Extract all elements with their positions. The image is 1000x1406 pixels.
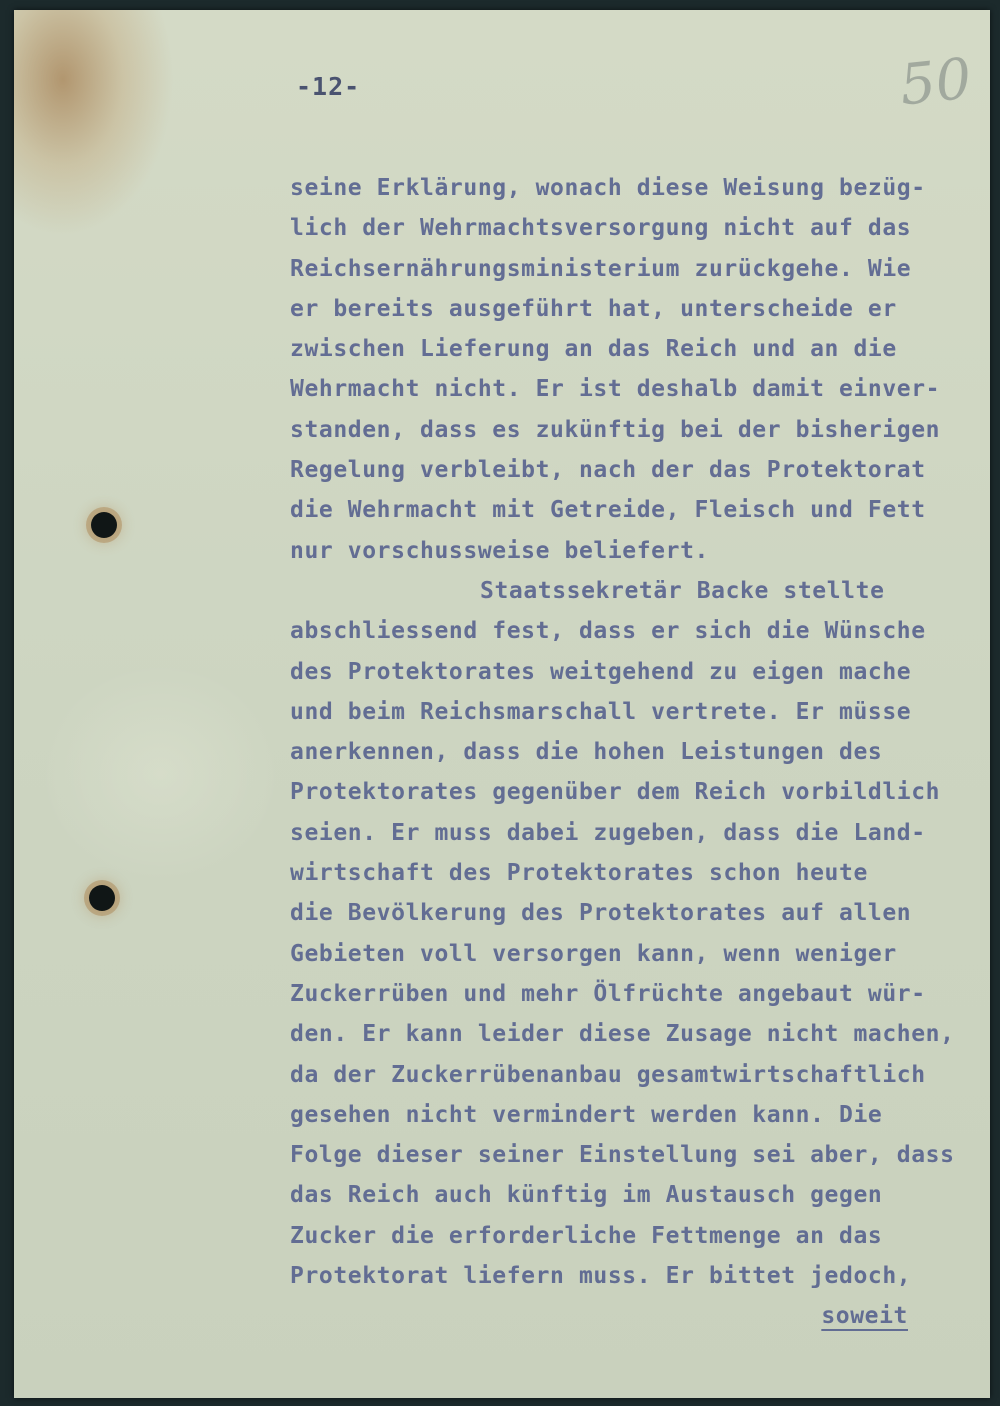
text-line: Zuckerrüben und mehr Ölfrüchte angebaut wür-: [290, 980, 926, 1007]
text-line: Regelung verbleibt, nach der das Protektorat: [290, 457, 926, 484]
text-line: Protektorates gegenüber dem Reich vorbildlich: [290, 779, 941, 806]
body-text: [290, 168, 970, 1337]
text-line: anerkennen, dass die hohen Leistungen des: [290, 739, 883, 766]
text-line-paragraph-start: Staatssekretär Backe stellte: [480, 577, 885, 604]
text-line: und beim Reichsmarschall vertrete. Er müsse: [290, 698, 912, 725]
text-line: Reichsernährungsministerium zurückgehe. Wie: [290, 255, 912, 282]
archive-number: 50: [896, 46, 975, 119]
text-line: Protektorat liefern muss. Er bittet jedoch,: [290, 1263, 912, 1290]
page-number: -12-: [296, 72, 361, 101]
text-line: abschliessend fest, dass er sich die Wünsche: [290, 618, 926, 645]
text-line: Gebieten voll versorgen kann, wenn weniger: [290, 940, 897, 967]
text-line: Zucker die erforderliche Fettmenge an das: [290, 1222, 883, 1249]
text-line: er bereits ausgeführt hat, unterscheide er: [290, 295, 897, 322]
text-line: die Bevölkerung des Protektorates auf allen: [290, 900, 912, 927]
text-line: zwischen Lieferung an das Reich und an die: [290, 336, 897, 363]
text-line: des Protektorates weitgehend zu eigen mache: [290, 658, 912, 685]
text-line: standen, dass es zukünftig bei der bisherigen: [290, 416, 941, 443]
text-line: wirtschaft des Protektorates schon heute: [290, 860, 868, 887]
text-line: seien. Er muss dabei zugeben, dass die Land-: [290, 819, 926, 846]
text-line: seine Erklärung, wonach diese Weisung bezüg-: [290, 175, 926, 201]
text-line: nur vorschussweise beliefert.: [290, 537, 709, 564]
text-line: gesehen nicht vermindert werden kann. Die: [290, 1101, 883, 1128]
text-line: da der Zuckerrübenanbau gesamtwirtschaftlich: [290, 1061, 926, 1088]
text-line: die Wehrmacht mit Getreide, Fleisch und Fett: [290, 497, 926, 524]
punch-hole: [91, 512, 117, 538]
text-line: Folge dieser seiner Einstellung sei aber, dass: [290, 1142, 955, 1169]
punch-hole: [89, 885, 115, 911]
catchword: soweit: [821, 1303, 908, 1330]
text-line: das Reich auch künftig im Austausch gegen: [290, 1182, 883, 1209]
text-line: lich der Wehrmachtsversorgung nicht auf das: [290, 215, 912, 242]
text-line: den. Er kann leider diese Zusage nicht machen,: [290, 1021, 955, 1048]
text-line: Wehrmacht nicht. Er ist deshalb damit einver-: [290, 376, 941, 403]
